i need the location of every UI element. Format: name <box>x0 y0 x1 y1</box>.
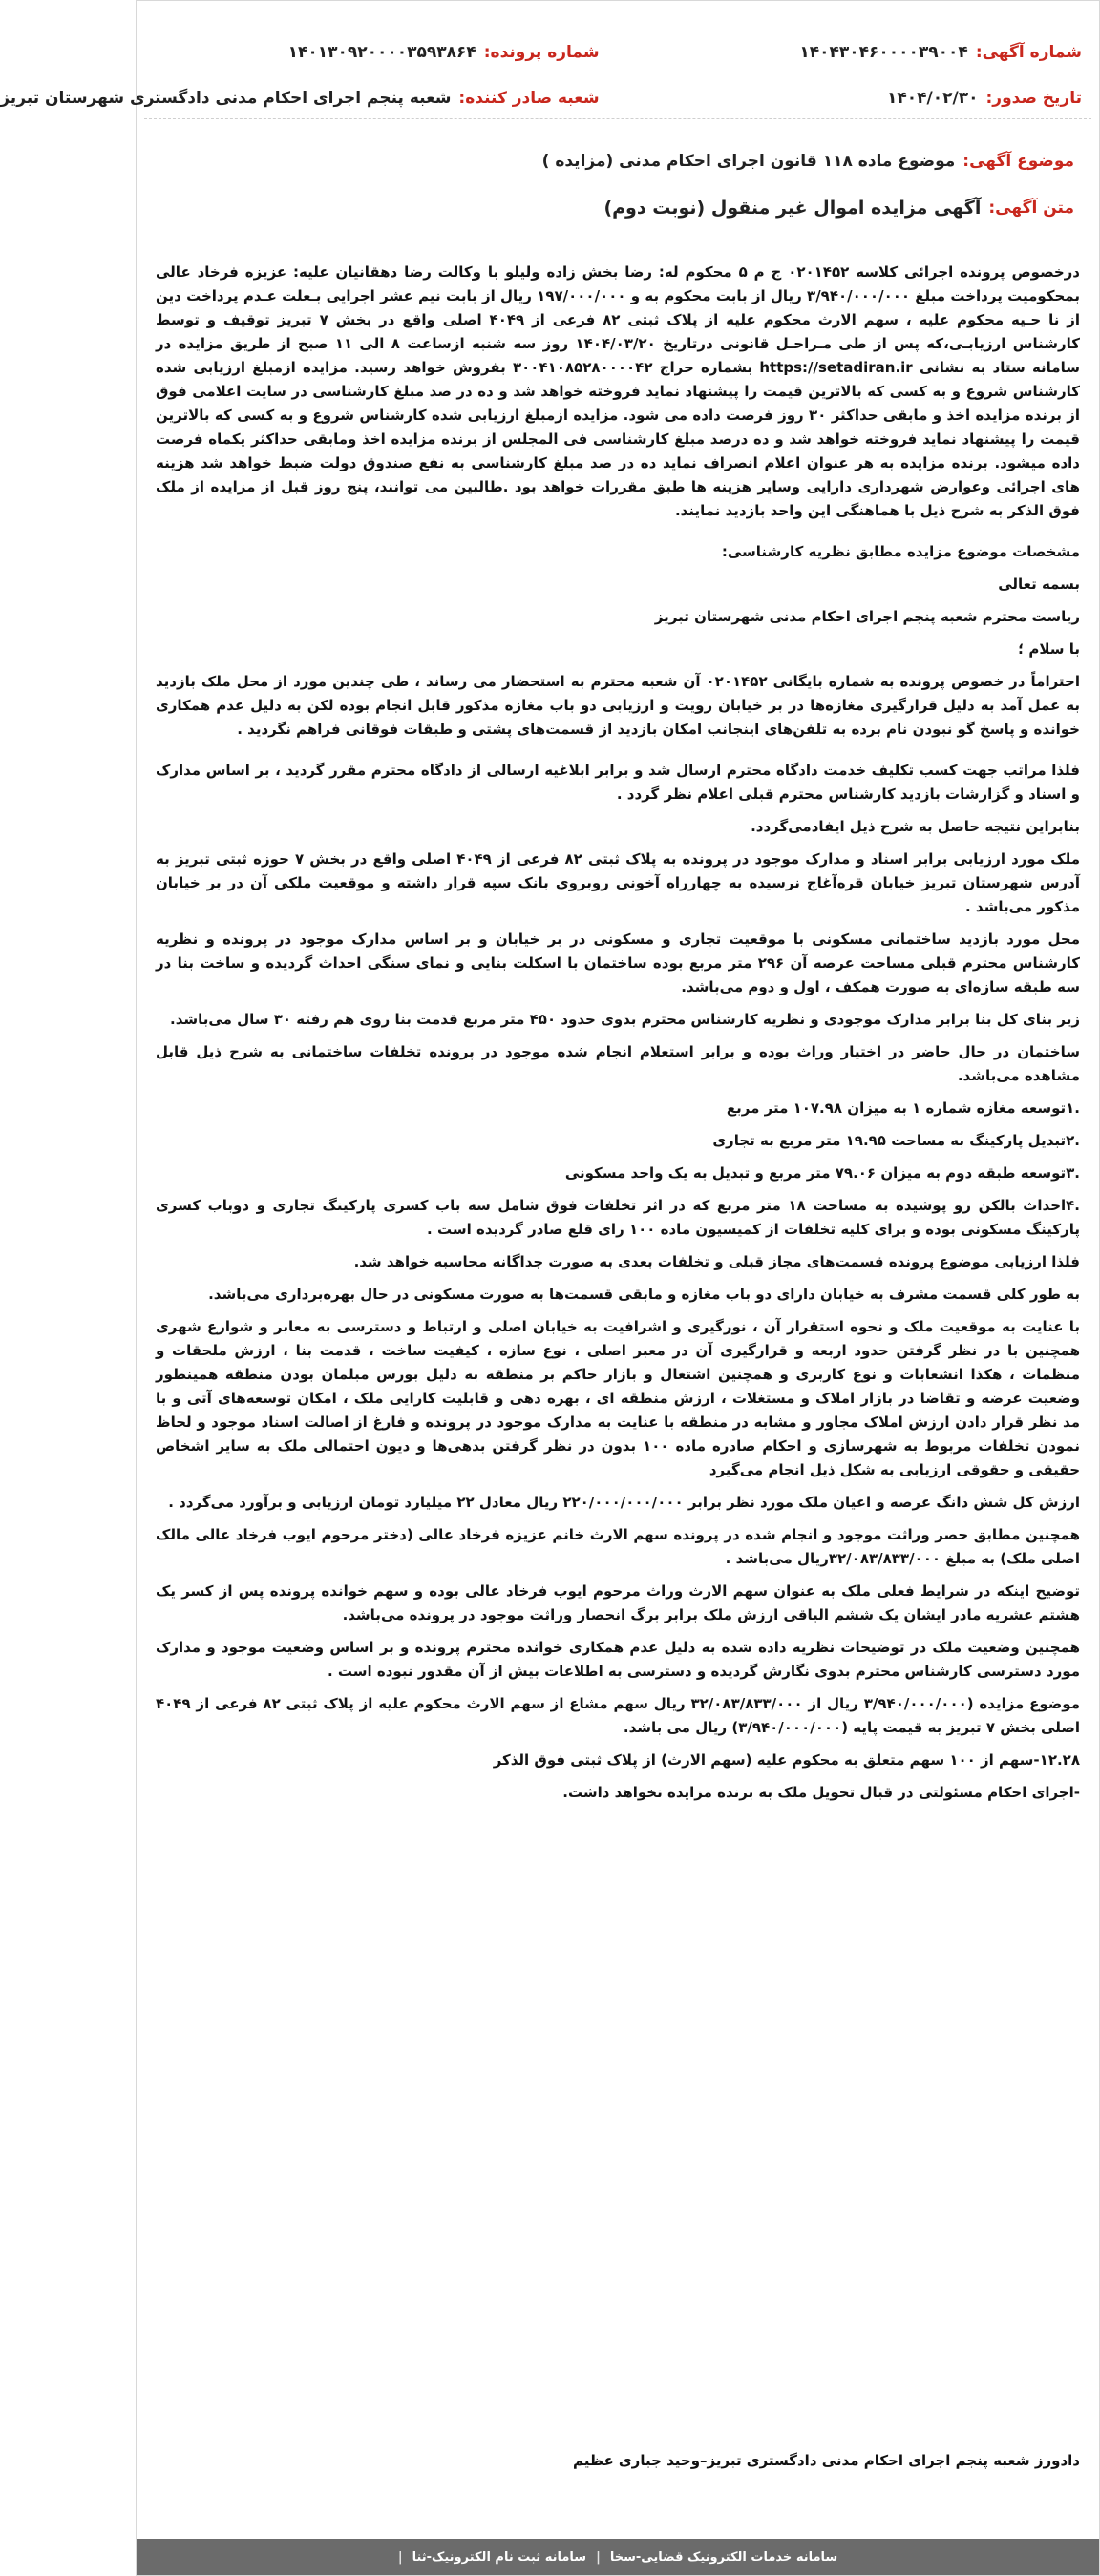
case-number-cell <box>154 43 600 62</box>
issuer-cell <box>0 88 600 108</box>
footer-link-sana[interactable]: سامانه ثبت نام الکترونیک-ثنا <box>412 2549 587 2565</box>
paragraph-court-order: فلذا مراتب جهت کسب تکلیف خدمت دادگاه محترم ارسال شد و برابر ابلاغیه ارسالی از دادگاه محترم مقرر گردید ، بر اساس مدارک و اسناد و گزارشات بازدید کارشناس محترم قبلی اعلام نظر گردد . <box>156 762 1080 803</box>
issue-date: ۱۴۰۴/۰۲/۳۰ <box>887 88 979 108</box>
subject-label: موضوع آگهی: <box>962 152 1074 171</box>
case-number: ۱۴۰۱۳۰۹۲۰۰۰۰۳۵۹۳۸۶۴ <box>287 42 476 62</box>
paragraph-share-portion: ۱۲.۲۸-سهم از ۱۰۰ سهم متعلق به محکوم علیه (سهم الارث) از پلاک ثبتی فوق الذکر <box>493 1751 1080 1769</box>
ad-number: ۱۴۰۴۳۰۴۶۰۰۰۰۳۹۰۰۴ <box>799 42 968 62</box>
paragraph-area: زیر بنای کل بنا برابر مدارک موجودی و نظریه کارشناس محترم بدوی حدود ۴۵۰ متر مربع قدمت بنا روی هم رفته ۳۰ سال می‌باشد. <box>170 1011 1080 1028</box>
header-row-numbers <box>144 31 1091 73</box>
paragraph-usage: به طور کلی قسمت مشرف به خیابان دارای دو باب مغازه و مابقی قسمت‌ها به صورت مسکونی در حال بهره‌برداری می‌باشد. <box>208 1286 1080 1303</box>
footer-bar <box>137 2539 1099 2575</box>
paragraph-addressee: ریاست محترم شعبه پنجم اجرای احکام مدنی شهرستان تبریز <box>654 608 1080 625</box>
notice-header <box>0 10 1091 219</box>
signature: دادورز شعبه پنجم اجرای احکام مدنی دادگستری تبریز–وحید جباری عظیم <box>572 2452 1080 2469</box>
paragraph-share-explanation: توضیح اینکه در شرایط فعلی ملک به عنوان سهم الارث وراث مرحوم ایوب فرخاد عالی بوده و سهم خوانده پرونده پس از کسر یک هشتم عشریه مادر ایشان یک ششم الباقی ارزش ملک برابر برگ انحصار وراثت موجود در پرونده می‌باشد. <box>156 1582 1080 1623</box>
subject-row <box>161 152 1074 171</box>
subject: موضوع ماده ۱۱۸ قانون اجرای احکام مدنی (مزایده ) <box>541 152 956 171</box>
violation-item-3: .۳توسعه طبقه دوم به میزان ۷۹.۰۶ متر مربع و تبدیل به یک واحد مسکونی <box>564 1164 1080 1182</box>
paragraph-greeting: با سلام ؛ <box>1018 640 1080 658</box>
paragraph-location: ملک مورد ارزیابی برابر اسناد و مدارک موجود در پرونده به پلاک ثبتی ۸۲ فرعی از ۴۰۴۹ اصلی واقع در بخش ۷ حوزه ثبتی تبریز به آدرس شهرستان تبریز خیابان قره‌آغاج نرسیده به چهارراه آخونی روبروی بانک سپه قرار داشته و موقعیت ملکی آن در بر خیابان مذکور می‌باشد . <box>156 850 1080 915</box>
paragraph-cooperation-note: همچنین وضعیت ملک در توضیحات نظریه داده شده به دلیل عدم همکاری خوانده محترم پرونده و بر اساس وضعیت موجود و مدارک مورد دسترسی کارشناس محترم بدوی نگارش گردیده و دسترسی به اطلاعات بیش از آن مقدور نبوده است . <box>156 1639 1080 1680</box>
paragraph-bismillah: بسمه تعالی <box>998 576 1080 593</box>
ad-number-label: شماره آگهی: <box>975 42 1082 62</box>
violation-item-1: .۱توسعه مغازه شماره ۱ به میزان ۱۰۷.۹۸ متر مربع <box>726 1100 1080 1117</box>
notice-body <box>156 261 1080 1813</box>
issue-date-label: تاریخ صدور: <box>985 88 1082 108</box>
paragraph-separate-valuation: فلذا ارزیابی موضوع پرونده قسمت‌های مجاز قبلی و تخلفات بعدی به صورت جداگانه محاسبه خواهد شد. <box>353 1253 1080 1270</box>
issuer-label: شعبه صادر کننده: <box>458 88 600 108</box>
paragraph-total-value: ارزش کل شش دانگ عرصه و اعیان ملک مورد نظر برابر ۲۲۰/۰۰۰/۰۰۰/۰۰۰ ریال معادل ۲۲ میلیارد تومان ارزیابی و برآورد می‌گردد . <box>168 1494 1080 1511</box>
case-number-label: شماره پرونده: <box>483 42 600 62</box>
text-title-row <box>161 198 1074 219</box>
footer-separator: | <box>397 2549 403 2565</box>
violation-item-4: .۴احداث بالکن رو پوشیده به مساحت ۱۸ متر مربع که در اثر تخلفات فوق شامل سه باب کسری پارکینگ تجاری و دوباب کسری پارکینگ مسکونی بوده و برای کلیه تخلفات از کمیسیون ماده ۱۰۰ رای قلع صادر گردیده است . <box>156 1197 1080 1238</box>
text-title: آگهی مزایده اموال غیر منقول (نوبت دوم) <box>603 198 982 219</box>
paragraph-result-intro: بنابراین نتیجه حاصل به شرح ذیل ایفادمی‌گردد. <box>751 818 1080 835</box>
paragraph-specs-heading: مشخصات موضوع مزایده مطابق نظریه کارشناسی: <box>721 543 1080 560</box>
paragraph-auction-subject: موضوع مزایده (۳/۹۴۰/۰۰۰/۰۰۰ ریال از ۳۲/۰۸۳/۸۳۳/۰۰۰ ریال سهم مشاع از سهم الارث محکوم علیه از پلاک ثبتی ۸۲ فرعی از ۴۰۴۹ اصلی بخش ۷ تبریز به قیمت پایه (۳/۹۴۰/۰۰۰/۰۰۰) ریال می باشد. <box>156 1695 1080 1736</box>
paragraph-valuation-factors: با عنایت به موقعیت ملک و نحوه استقرار آن ، نورگیری و اشرافیت به خیابان اصلی و ارتباط و دسترسی به معابر و شوارع شهری همچنین با در نظر گرفتن حدود اربعه و قرارگیری آن در معبر اصلی ، نوع سازه ، کیفیت ساخت ، قدمت بنا ، ارزش ملحقات و منظمات ، هکذا انشعابات و نوع کاربری و همچنین اشتغال و بازار حاکم بر منطقه به دلیل بورس مبلمان بودن منطقه همینطور وضعیت عرضه و تقاضا در بازار املاک و مستغلات ، ارزش منطقه ای ، بهره دهی و قابلیت کارایی ملک ، امکان توسعه‌های آتی و با مد نظر قرار دادن ارزش املاک مجاور و مشابه در منطقه با عنایت به مدارک موجود در پرونده و فارغ از اصالت اسناد موجود و لحاظ نمودن تخلفات مربوط به شهرسازی و احکام صادره ماده ۱۰۰ بدون در نظر گرفتن بدهی‌ها و دیون احتمالی ملک به سایر اشخاص حقیقی و حقوقی ارزیابی به شکل ذیل انجام می‌گیرد <box>156 1318 1080 1478</box>
paragraph-visit-report: احتراماً در خصوص پرونده به شماره بایگانی ۰۲۰۱۴۵۲ آن شعبه محترم به استحضار می رساند ، طی چندین مورد از محل ملک بازدید به عمل آمد به دلیل قرارگیری مغازه‌ها در بر خیابان رویت و ارزیابی دو باب مغازه مذکور قابل انجام بوده لکن به دلیل عدم همکاری خوانده و پاسخ گو نبودن نام برده به تلفن‌های اینجانب امکان بازدید از قسمت‌های پشتی و طبقات فوقانی فراهم نگردید . <box>156 673 1081 738</box>
footer-separator: | <box>596 2549 601 2565</box>
paragraph-delivery-note: -اجرای احکام مسئولتی در قبال تحویل ملک به برنده مزایده نخواهد داشت. <box>562 1784 1080 1801</box>
header-row-date-issuer <box>0 77 1091 119</box>
footer-link-sakha[interactable]: سامانه خدمات الکترونیک قضایی-سخا <box>609 2549 838 2565</box>
issuer: شعبه پنجم اجرای احکام مدنی دادگستری شهرستان تبریز <box>0 88 452 108</box>
paragraph-violations-intro: ساختمان در حال حاضر در اختیار وراث بوده و برابر استعلام انجام شده موجود در پرونده تخلفات ساختمانی به شرح ذیل قابل مشاهده می‌باشد. <box>156 1043 1080 1084</box>
paragraph-building: محل مورد بازدید ساختمانی مسکونی با موقعیت تجاری و مسکونی در بر خیابان و بر اساس مدارک موجود در پرونده و نظریه کارشناس محترم قبلی مساحت عرصه آن ۲۹۶ متر مربع بوده ساختمان با اسکلت بنایی و نمای سنگی احداث گردیده و ساخت بنا در سه طبقه سازه‌ای به صورت همکف ، اول و دوم می‌باشد. <box>156 931 1080 995</box>
violation-item-2: .۲تبدیل پارکینگ به مساحت ۱۹.۹۵ متر مربع به تجاری <box>712 1132 1080 1149</box>
ad-number-cell <box>600 43 1082 62</box>
issue-date-cell <box>600 89 1082 108</box>
paragraph-auction-terms: درخصوص پرونده اجرائی کلاسه ۰۲۰۱۴۵۲ ج م ۵ محکوم له: رضا بخش زاده ولیلو با وکالت رضا دهقانیان علیه: عزیزه فرخاد عالی بمحکومیت پرداخت مبلغ ۳/۹۴۰/۰۰۰/۰۰۰ ریال از بابت محکوم به و ۱۹۷/۰۰۰/۰۰۰ ریال از بابت نیم عشر اجرایی بـعلت عـدم پرداخت دین از نا حـیه محکوم علیه ، سهم الارث محکوم علیه از پلاک ثبتی ۸۲ فرعی از ۴۰۴۹ اصلی واقع در بخش ۷ تبریز توقیف و توسط کارشناس ارزیابـی،که پس از طی مـراحـل قانونی درتاریخ ۱۴۰۴/۰۳/۲۰ روز سه شنبه ازساعت ۸ الی ۱۱ صبح از طریق مزایده در سامانه ستاد به نشانی https://setadiran.ir بشماره حراج ۳۰۰۴۱۰۸۵۲۸۰۰۰۰۴۲ بفروش خواهد رسید. مزایده ازمبلغ ارزیابی شده کارشناس شروع و به کسی که بالاترین قیمت را پیشنهاد نماید فروخته خواهد شد و ده در صد مبلغ کارشناسی در سایت اعلامی فوق از برنده مزایده اخذ و مابقی حداکثر ۳۰ روز فرصت داده می شود. مزایده ازمبلغ ارزیابی شده کارشناس شروع و به کسی که بالاترین قیمت را پیشنهاد نماید فروخته خواهد شد و ده درصد مبلغ کارشناسی فی المجلس از برنده مزایده اخذ ومابقی حداکثر یکماه فرصت داده میشود. برنده مزایده به هر عنوان اعلام انصراف نماید ده در صد مبلغ کارشناسی به نفع صندوق دولت ضبط خواهد شد هزینه های اجرائی وعوارض شهرداری دارایی وسایر هزینه ها طبق مقررات خواهد بود .طالبین می توانند، پنج روز قبل از مزایده از ملک فوق الذکر به شرح ذیل با هماهنگی این واحد بازدید نمایند. <box>156 263 1080 519</box>
paragraph-inheritance-share: همچنین مطابق حصر وراثت موجود و انجام شده در پرونده سهم الارث خانم عزیزه فرخاد عالی (دختر مرحوم ایوب فرخاد عالی مالک اصلی ملک) به مبلغ ۳۲/۰۸۳/۸۳۳/۰۰۰ریال می‌باشد . <box>156 1526 1080 1567</box>
text-label: متن آگهی: <box>988 199 1074 218</box>
